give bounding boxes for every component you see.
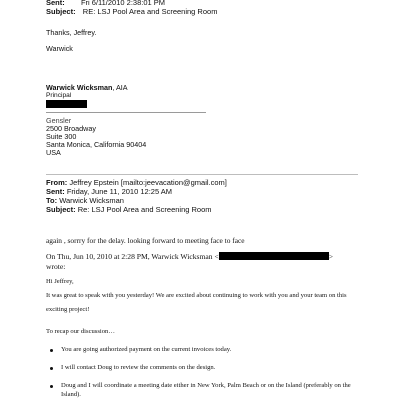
quoted-sent-row (46, 187, 172, 196)
quoted-divider (46, 174, 358, 175)
para1-line1: It was great to speak with you yesterday! We are excited about continuing to work with you and your team on this (46, 292, 347, 299)
signature-country: USA (46, 148, 61, 157)
quoted-to-row (46, 196, 124, 205)
quoted-to-label: To: (46, 196, 58, 205)
sent-label: Sent: (46, 0, 65, 7)
subject-label: Subject: (46, 7, 76, 16)
bullet3-line2: Island). (61, 391, 81, 398)
quoted-subject-label: Subject: (46, 205, 76, 214)
signature-credential: , AIA (112, 83, 128, 92)
quoted-sent-label: Sent: (46, 187, 65, 196)
bullet1-text: You are going authorized payment on the current invoices today. (61, 346, 232, 353)
bullet-dot-2 (50, 367, 53, 370)
bullet3-line1: Doug and I will coordinate a meeting date either in New York, Palm Beach or on the Island (preferably on the (61, 382, 351, 389)
quoted-subject-value: Re: LSJ Pool Area and Screening Room (77, 205, 212, 214)
bullet-dot-3 (50, 385, 53, 388)
quoted-sent-value: Friday, June 11, 2010 12:25 AM (66, 187, 173, 196)
on-line-suffix: > (328, 252, 334, 261)
bullet2-text: I will contact Doug to review the comments on the design. (61, 364, 216, 371)
subject-value: RE: LSJ Pool Area and Screening Room (82, 7, 218, 16)
reply-signoff: Warwick (46, 44, 73, 53)
sent-value: Fri 6/11/2010 2:38:01 PM (80, 0, 166, 7)
signature-address2: Suite 300 (46, 132, 77, 141)
signature-title: Principal (46, 92, 72, 99)
wrote-label: wrote: (46, 262, 66, 271)
quoted-subject-row (46, 205, 212, 214)
quoted-from-label: From: (46, 178, 68, 187)
quoted-from-row (46, 178, 227, 187)
para1-line2: exciting project! (46, 306, 90, 313)
greeting: Hi Jeffrey, (46, 278, 74, 285)
bullet-dot-1 (50, 349, 53, 352)
signature-divider (46, 112, 206, 113)
signature-company: Gensler (46, 116, 72, 125)
signature-city: Santa Monica, California 90404 (46, 140, 147, 149)
signature-address1: 2500 Broadway (46, 124, 96, 133)
reply-thanks: Thanks, Jeffrey. (46, 28, 97, 37)
on-wrote-line (46, 252, 333, 261)
subject-row (46, 7, 217, 16)
on-line-prefix: On Thu, Jun 10, 2010 at 2:28 PM, Warwick Wicksman < (46, 252, 219, 261)
quoted-from-value: Jeffrey Epstein [mailto:jeevacation@gmail.com] (69, 178, 227, 187)
redacted-email (219, 252, 329, 260)
signature-name: Warwick Wicksman (46, 83, 113, 92)
sent-row (46, 0, 165, 7)
redaction-block (46, 100, 87, 108)
apology-line: again , sorrry for the delay. looking forward to meeting face to face (46, 236, 245, 245)
quoted-to-value: Warwick Wicksman (59, 196, 124, 205)
recap-line: To recap our discussion… (46, 328, 115, 335)
